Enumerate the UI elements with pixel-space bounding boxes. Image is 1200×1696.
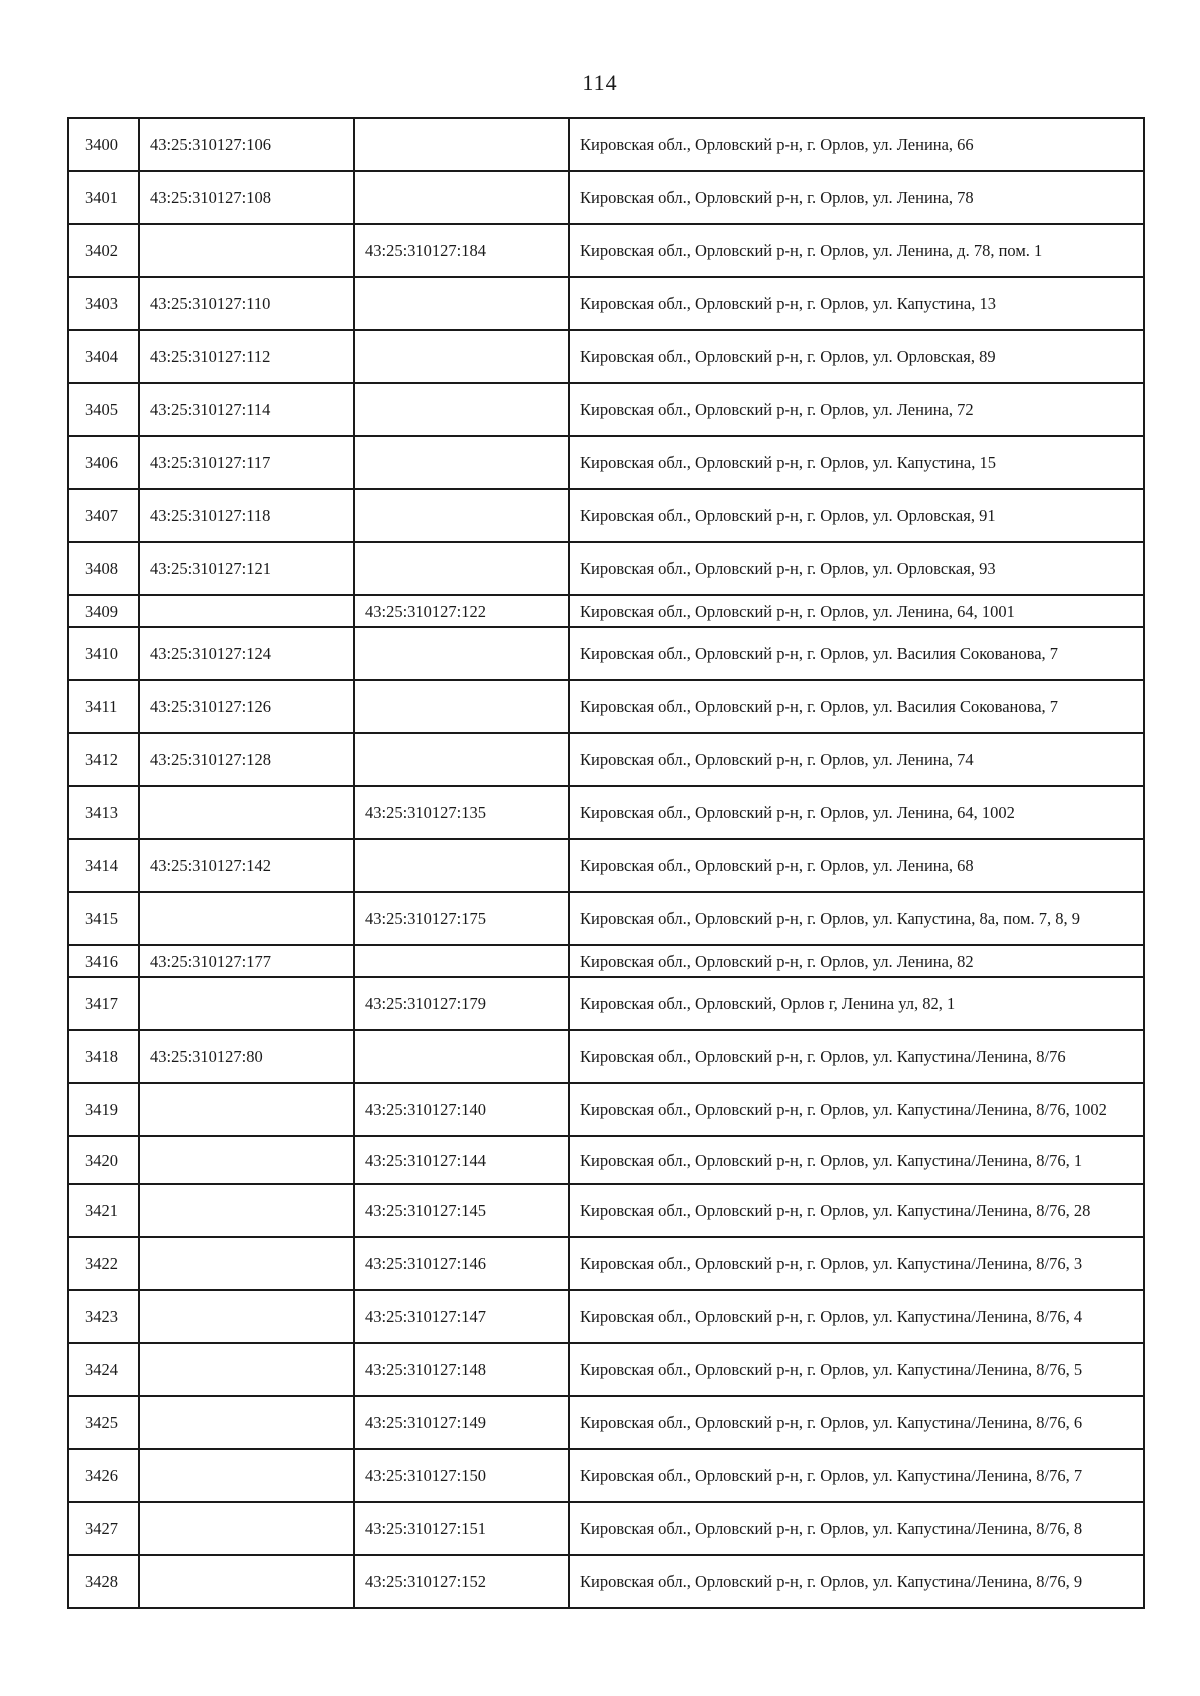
address-cell: Кировская обл., Орловский р-н, г. Орлов, ул. Ленина, 64, 1001 [569, 595, 1144, 627]
table-row [68, 1136, 1144, 1184]
land-cadastral-cell: 43:25:310127:121 [139, 542, 354, 595]
address-cell: Кировская обл., Орловский р-н, г. Орлов, ул. Орловская, 93 [569, 542, 1144, 595]
row-number-cell: 3426 [68, 1449, 139, 1502]
land-cadastral-cell [139, 1184, 354, 1237]
object-cadastral-cell: 43:25:310127:150 [354, 1449, 569, 1502]
table-row [68, 627, 1144, 680]
object-cadastral-cell [354, 733, 569, 786]
row-number-cell: 3422 [68, 1237, 139, 1290]
object-cadastral-cell: 43:25:310127:149 [354, 1396, 569, 1449]
land-cadastral-cell: 43:25:310127:128 [139, 733, 354, 786]
row-number-cell: 3415 [68, 892, 139, 945]
row-number-cell: 3423 [68, 1290, 139, 1343]
object-cadastral-cell: 43:25:310127:184 [354, 224, 569, 277]
land-cadastral-cell [139, 224, 354, 277]
address-cell: Кировская обл., Орловский р-н, г. Орлов, ул. Ленина, 72 [569, 383, 1144, 436]
land-cadastral-cell [139, 595, 354, 627]
registry-table [67, 117, 1145, 1609]
address-cell: Кировская обл., Орловский р-н, г. Орлов, ул. Капустина, 15 [569, 436, 1144, 489]
address-cell: Кировская обл., Орловский р-н, г. Орлов, ул. Капустина/Ленина, 8/76, 3 [569, 1237, 1144, 1290]
table-row [68, 839, 1144, 892]
row-number-cell: 3411 [68, 680, 139, 733]
object-cadastral-cell: 43:25:310127:148 [354, 1343, 569, 1396]
object-cadastral-cell [354, 436, 569, 489]
row-number-cell: 3428 [68, 1555, 139, 1608]
address-cell: Кировская обл., Орловский р-н, г. Орлов, ул. Капустина/Ленина, 8/76, 4 [569, 1290, 1144, 1343]
address-cell: Кировская обл., Орловский р-н, г. Орлов, ул. Капустина/Ленина, 8/76, 6 [569, 1396, 1144, 1449]
land-cadastral-cell: 43:25:310127:106 [139, 118, 354, 171]
table-row [68, 733, 1144, 786]
land-cadastral-cell [139, 977, 354, 1030]
table-row [68, 680, 1144, 733]
object-cadastral-cell [354, 1030, 569, 1083]
object-cadastral-cell [354, 330, 569, 383]
object-cadastral-cell: 43:25:310127:135 [354, 786, 569, 839]
land-cadastral-cell [139, 1555, 354, 1608]
table-row [68, 977, 1144, 1030]
page-number: 114 [582, 70, 618, 95]
object-cadastral-cell: 43:25:310127:122 [354, 595, 569, 627]
row-number-cell: 3420 [68, 1136, 139, 1184]
table-row [68, 892, 1144, 945]
row-number-cell: 3417 [68, 977, 139, 1030]
land-cadastral-cell: 43:25:310127:114 [139, 383, 354, 436]
table-row [68, 277, 1144, 330]
address-cell: Кировская обл., Орловский р-н, г. Орлов, ул. Василия Сокованова, 7 [569, 627, 1144, 680]
row-number-cell: 3412 [68, 733, 139, 786]
land-cadastral-cell [139, 1502, 354, 1555]
land-cadastral-cell [139, 1083, 354, 1136]
object-cadastral-cell: 43:25:310127:146 [354, 1237, 569, 1290]
row-number-cell: 3408 [68, 542, 139, 595]
land-cadastral-cell [139, 1136, 354, 1184]
table-row [68, 945, 1144, 977]
land-cadastral-cell: 43:25:310127:80 [139, 1030, 354, 1083]
address-cell: Кировская обл., Орловский р-н, г. Орлов, ул. Ленина, 74 [569, 733, 1144, 786]
land-cadastral-cell [139, 786, 354, 839]
table-row [68, 489, 1144, 542]
row-number-cell: 3416 [68, 945, 139, 977]
row-number-cell: 3409 [68, 595, 139, 627]
object-cadastral-cell [354, 489, 569, 542]
land-cadastral-cell: 43:25:310127:117 [139, 436, 354, 489]
object-cadastral-cell [354, 383, 569, 436]
address-cell: Кировская обл., Орловский р-н, г. Орлов, ул. Ленина, 78 [569, 171, 1144, 224]
address-cell: Кировская обл., Орловский р-н, г. Орлов, ул. Капустина/Ленина, 8/76 [569, 1030, 1144, 1083]
row-number-cell: 3410 [68, 627, 139, 680]
table-row [68, 171, 1144, 224]
land-cadastral-cell [139, 1290, 354, 1343]
land-cadastral-cell [139, 1343, 354, 1396]
table-row [68, 1083, 1144, 1136]
object-cadastral-cell: 43:25:310127:140 [354, 1083, 569, 1136]
table-row [68, 1555, 1144, 1608]
object-cadastral-cell [354, 680, 569, 733]
land-cadastral-cell [139, 1396, 354, 1449]
table-row [68, 118, 1144, 171]
address-cell: Кировская обл., Орловский р-н, г. Орлов, ул. Капустина, 13 [569, 277, 1144, 330]
row-number-cell: 3406 [68, 436, 139, 489]
table-row [68, 1237, 1144, 1290]
land-cadastral-cell: 43:25:310127:118 [139, 489, 354, 542]
address-cell: Кировская обл., Орловский р-н, г. Орлов, ул. Ленина, 82 [569, 945, 1144, 977]
row-number-cell: 3413 [68, 786, 139, 839]
row-number-cell: 3401 [68, 171, 139, 224]
address-cell: Кировская обл., Орловский р-н, г. Орлов, ул. Ленина, 68 [569, 839, 1144, 892]
address-cell: Кировская обл., Орловский р-н, г. Орлов, ул. Капустина/Ленина, 8/76, 1 [569, 1136, 1144, 1184]
table-row [68, 786, 1144, 839]
row-number-cell: 3421 [68, 1184, 139, 1237]
registry-table-body [68, 118, 1144, 1608]
object-cadastral-cell: 43:25:310127:175 [354, 892, 569, 945]
row-number-cell: 3400 [68, 118, 139, 171]
address-cell: Кировская обл., Орловский р-н, г. Орлов, ул. Орловская, 89 [569, 330, 1144, 383]
address-cell: Кировская обл., Орловский р-н, г. Орлов, ул. Ленина, 64, 1002 [569, 786, 1144, 839]
land-cadastral-cell: 43:25:310127:112 [139, 330, 354, 383]
address-cell: Кировская обл., Орловский р-н, г. Орлов, ул. Капустина/Ленина, 8/76, 28 [569, 1184, 1144, 1237]
address-cell: Кировская обл., Орловский р-н, г. Орлов, ул. Василия Сокованова, 7 [569, 680, 1144, 733]
object-cadastral-cell: 43:25:310127:145 [354, 1184, 569, 1237]
land-cadastral-cell: 43:25:310127:110 [139, 277, 354, 330]
address-cell: Кировская обл., Орловский р-н, г. Орлов, ул. Орловская, 91 [569, 489, 1144, 542]
row-number-cell: 3403 [68, 277, 139, 330]
row-number-cell: 3427 [68, 1502, 139, 1555]
object-cadastral-cell [354, 277, 569, 330]
table-row [68, 542, 1144, 595]
address-cell: Кировская обл., Орловский р-н, г. Орлов, ул. Ленина, 66 [569, 118, 1144, 171]
address-cell: Кировская обл., Орловский, Орлов г, Ленина ул, 82, 1 [569, 977, 1144, 1030]
row-number-cell: 3405 [68, 383, 139, 436]
land-cadastral-cell: 43:25:310127:124 [139, 627, 354, 680]
table-row [68, 436, 1144, 489]
row-number-cell: 3418 [68, 1030, 139, 1083]
object-cadastral-cell: 43:25:310127:151 [354, 1502, 569, 1555]
row-number-cell: 3407 [68, 489, 139, 542]
address-cell: Кировская обл., Орловский р-н, г. Орлов, ул. Капустина, 8а, пом. 7, 8, 9 [569, 892, 1144, 945]
row-number-cell: 3414 [68, 839, 139, 892]
land-cadastral-cell: 43:25:310127:142 [139, 839, 354, 892]
table-row [68, 383, 1144, 436]
table-row [68, 1502, 1144, 1555]
object-cadastral-cell [354, 171, 569, 224]
address-cell: Кировская обл., Орловский р-н, г. Орлов, ул. Капустина/Ленина, 8/76, 9 [569, 1555, 1144, 1608]
address-cell: Кировская обл., Орловский р-н, г. Орлов, ул. Ленина, д. 78, пом. 1 [569, 224, 1144, 277]
object-cadastral-cell [354, 839, 569, 892]
table-row [68, 330, 1144, 383]
row-number-cell: 3424 [68, 1343, 139, 1396]
table-row [68, 1290, 1144, 1343]
address-cell: Кировская обл., Орловский р-н, г. Орлов, ул. Капустина/Ленина, 8/76, 5 [569, 1343, 1144, 1396]
row-number-cell: 3402 [68, 224, 139, 277]
address-cell: Кировская обл., Орловский р-н, г. Орлов, ул. Капустина/Ленина, 8/76, 1002 [569, 1083, 1144, 1136]
land-cadastral-cell [139, 892, 354, 945]
table-row [68, 595, 1144, 627]
object-cadastral-cell: 43:25:310127:144 [354, 1136, 569, 1184]
table-row [68, 1449, 1144, 1502]
object-cadastral-cell: 43:25:310127:152 [354, 1555, 569, 1608]
object-cadastral-cell [354, 118, 569, 171]
land-cadastral-cell: 43:25:310127:177 [139, 945, 354, 977]
table-row [68, 1184, 1144, 1237]
row-number-cell: 3404 [68, 330, 139, 383]
object-cadastral-cell [354, 627, 569, 680]
table-row [68, 224, 1144, 277]
row-number-cell: 3419 [68, 1083, 139, 1136]
row-number-cell: 3425 [68, 1396, 139, 1449]
address-cell: Кировская обл., Орловский р-н, г. Орлов, ул. Капустина/Ленина, 8/76, 7 [569, 1449, 1144, 1502]
table-row [68, 1343, 1144, 1396]
table-row [68, 1030, 1144, 1083]
object-cadastral-cell [354, 542, 569, 595]
land-cadastral-cell [139, 1449, 354, 1502]
land-cadastral-cell [139, 1237, 354, 1290]
land-cadastral-cell: 43:25:310127:108 [139, 171, 354, 224]
object-cadastral-cell: 43:25:310127:179 [354, 977, 569, 1030]
table-row [68, 1396, 1144, 1449]
address-cell: Кировская обл., Орловский р-н, г. Орлов, ул. Капустина/Ленина, 8/76, 8 [569, 1502, 1144, 1555]
object-cadastral-cell [354, 945, 569, 977]
land-cadastral-cell: 43:25:310127:126 [139, 680, 354, 733]
object-cadastral-cell: 43:25:310127:147 [354, 1290, 569, 1343]
